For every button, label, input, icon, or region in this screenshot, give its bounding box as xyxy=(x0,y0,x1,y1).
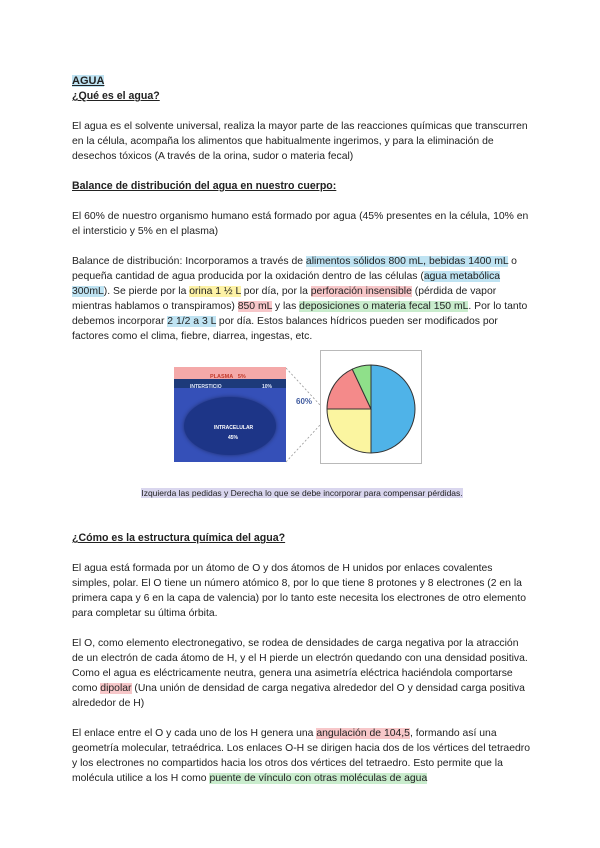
highlight-850ml: 850 mL xyxy=(237,301,273,312)
pie-slice-yellow xyxy=(327,409,371,453)
paragraph-what-is-water: El agua es el solvente universal, realiza la mayor parte de las reacciones químicas que transcurren en la célula, acompaña los alimentos que habitualmente ingerimos, y para la eliminación de desechos tóxicos (A través de la orina, sudor o materia fecal) xyxy=(72,121,528,162)
paragraph-atoms: El agua está formada por un átomo de O y dos átomos de H unidos por enlaces covalentes simples, polar. El O tiene un número atómico 8, por lo que tiene 8 protones y 8 electrones (2 en la primera capa y 6 en la capa de valencia) por lo tanto este necesita los electrones de otro elemento para completar su última órbita. xyxy=(72,563,526,619)
pie-svg xyxy=(321,351,421,463)
highlight-daily-intake: 2 1/2 a 3 L xyxy=(167,316,217,327)
intake-pie-chart xyxy=(320,350,422,464)
intracellular-pct: 45% xyxy=(228,435,239,441)
document-page xyxy=(72,74,532,786)
pie-slice-blue xyxy=(371,365,415,453)
page-title: AGUA xyxy=(72,75,105,87)
figure-caption: Izquierda las pedidas y Derecha lo que se debe incorporar para compensar pérdidas. xyxy=(141,488,463,498)
paragraph-composition: El 60% de nuestro organismo humano está formado por agua (45% presentes en la célula, 10% en el intersticio y 5% en el plasma) xyxy=(72,211,529,237)
highlight-insensible: perforación insensible xyxy=(310,286,412,297)
heading-balance: Balance de distribución del agua en nuestro cuerpo: xyxy=(72,180,337,192)
water-distribution-figure xyxy=(72,350,532,468)
paragraph-distribution: Balance de distribución: Incorporamos a través de alimentos sólidos 800 mL, bebidas 1400 mL o pequeña cantidad de agua producida por la oxidación dentro de las células (agua metabólica 300mL). Se pierde por la orina 1 ½ L por día, por la perforación insensible (pérdida de vapor mientras hablamos o transpiramos) 850 mL y las deposiciones o materia fecal 150 mL. Por lo tanto debemos incorporar 2 1/2 a 3 L por día. Estos balances hídricos pueden ser modificados por factores como el clima, fiebre, diarrea, ingestas, etc. xyxy=(72,256,528,342)
total-water-label: 60% xyxy=(296,397,313,406)
highlight-urine: orina 1 ½ L xyxy=(189,286,241,297)
highlight-hydrogen-bond: puente de vínculo con otras moléculas de agua xyxy=(209,773,428,784)
heading-what-is-water: ¿Qué es el agua? xyxy=(72,90,160,102)
plasma-label: PLASMA 5% xyxy=(210,374,246,380)
paragraph-geometry: El enlace entre el O y cada uno de los H genera una angulación de 104,5, formando así una geometría molecular, tetraédrica. Los enlaces O-H se dirigen hacia dos de los vértices del tetraedro y los electrones no compartidos hacia los otros dos vértices del tetraedro. Esto permite que la molécula utilice a los H como puente de vínculo con otras moléculas de agua xyxy=(72,728,530,784)
heading-chemical-structure: ¿Cómo es la estructura química del agua? xyxy=(72,532,286,544)
paragraph-dipole: El O, como elemento electronegativo, se rodea de densidades de carga negativa por la atracción de un electrón de cada átomo de H, y el H pierde un electrón quedando con una densidad positiva. Como el agua es eléctricamente neutra, genera una asimetría eléctrica haciéndola comportarse como dipolar (Una unión de densidad de carga negativa alrededor del O y densidad carga positiva alrededor de H) xyxy=(72,638,528,709)
highlight-dipolar: dipolar xyxy=(100,683,132,694)
highlight-intake: alimentos sólidos 800 mL, bebidas 1400 mL xyxy=(305,256,509,267)
highlight-angle: angulación de 104,5 xyxy=(316,728,410,739)
highlight-fecal: deposiciones o materia fecal 150 mL xyxy=(299,301,469,312)
intracellular-label: INTRACELULAR xyxy=(214,425,254,431)
compartment-diagram xyxy=(174,367,286,462)
interstitial-label: INTERSTICIO xyxy=(190,384,222,390)
interstitial-pct: 10% xyxy=(262,384,273,390)
highlight-metabolic-water: agua metabólica 300mL xyxy=(72,271,501,297)
